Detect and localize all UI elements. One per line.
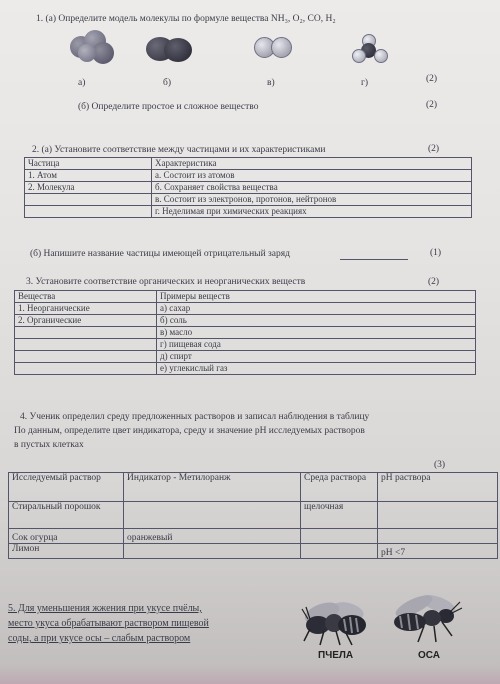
q2-cell	[25, 194, 152, 206]
table-row	[9, 544, 498, 559]
q2-table	[24, 157, 472, 218]
table-row	[9, 529, 498, 544]
label-c: в)	[267, 78, 275, 88]
table-row	[25, 170, 472, 182]
q2b-answer-line	[340, 259, 408, 260]
q4-cell	[378, 529, 498, 544]
q2a-points: (2)	[428, 144, 440, 154]
q4-header-solution: Исследуемый раствор	[9, 473, 124, 502]
q2-cell	[25, 206, 152, 218]
q3-cell	[15, 363, 157, 375]
label-b: б)	[163, 78, 171, 88]
q1a-text: 1. (а) Определите модель молекулы по формуле вещества NH₃, O₂, CO, H₂	[36, 14, 336, 24]
q3-cell: 2. Органические	[15, 315, 157, 327]
table-row	[15, 339, 476, 351]
q5-line2: место укуса обрабатывают раствором пищевой	[8, 618, 209, 629]
q3-cell	[15, 351, 157, 363]
q4-line1: 4. Ученик определил среду предложенных растворов и записал наблюдения в таблицу	[20, 412, 370, 422]
q5-line1: 5. Для уменьшения жжения при укусе пчёлы,	[8, 603, 202, 614]
table-row	[25, 206, 472, 218]
bee-icon	[300, 595, 372, 647]
q3-cell: д) спирт	[157, 351, 476, 363]
table-row	[15, 303, 476, 315]
molecule-model-b	[146, 37, 194, 63]
q4-line2: По данным, определите цвет индикатора, среду и значение pH исследуемых растворов	[14, 426, 365, 436]
table-row	[15, 315, 476, 327]
q3-cell	[15, 327, 157, 339]
q4-cell	[124, 502, 301, 529]
q4-cell	[301, 529, 378, 544]
q2a-text: 2. (а) Установите соответствие между частицами и их характеристиками	[32, 145, 326, 155]
q4-cell: Стиральный порошок	[9, 502, 124, 529]
q4-cell: pH <7	[378, 544, 498, 559]
q4-cell: щелочная	[301, 502, 378, 529]
q2-cell: б. Сохраняет свойства вещества	[152, 182, 472, 194]
q5-line3: соды, а при укусе осы – слабым раствором	[8, 633, 191, 644]
q1a-points: (2)	[426, 74, 438, 84]
q4-header-medium: Среда раствора	[301, 473, 378, 502]
q3-header-examples: Примеры веществ	[157, 291, 476, 303]
table-row	[15, 327, 476, 339]
wasp-icon	[384, 590, 464, 646]
label-a: а)	[78, 78, 86, 88]
table-row	[15, 351, 476, 363]
q2-cell: а. Состоит из атомов	[152, 170, 472, 182]
q2-cell: 2. Молекула	[25, 182, 152, 194]
q4-table	[8, 472, 498, 559]
label-d: г)	[361, 78, 369, 88]
q3-text: 3. Установите соответствие органических и неорганических веществ	[26, 277, 306, 287]
q2-header-characteristic: Характеристика	[152, 158, 472, 170]
q3-cell	[15, 339, 157, 351]
q3-cell: 1. Неорганические	[15, 303, 157, 315]
q4-cell: Сок огурца	[9, 529, 124, 544]
q3-cell: в) масло	[157, 327, 476, 339]
q2-cell: 1. Атом	[25, 170, 152, 182]
molecule-model-d	[352, 34, 392, 64]
q3-cell: г) пищевая сода	[157, 339, 476, 351]
q3-cell: е) углекислый газ	[157, 363, 476, 375]
q3-points: (2)	[428, 277, 440, 287]
q1b-points: (2)	[426, 100, 438, 110]
q1b-text: (б) Определите простое и сложное вещество	[78, 102, 259, 112]
q3-header-substances: Вещества	[15, 291, 157, 303]
photo-edge-shadow	[0, 666, 500, 684]
q2b-points: (1)	[430, 248, 442, 258]
q4-header-indicator: Индикатор - Метилоранж	[124, 473, 301, 502]
table-row	[15, 363, 476, 375]
q3-cell: б) соль	[157, 315, 476, 327]
q4-cell	[124, 544, 301, 559]
table-row	[25, 182, 472, 194]
q4-header-ph: pH раствора	[378, 473, 498, 502]
bee-label: ПЧЕЛА	[318, 650, 354, 661]
molecule-model-c	[254, 37, 294, 57]
q4-points: (3)	[434, 460, 446, 470]
q2-cell: в. Состоит из электронов, протонов, нейтронов	[152, 194, 472, 206]
q4-cell	[301, 544, 378, 559]
q2-cell: г. Неделимая при химических реакциях	[152, 206, 472, 218]
q2b-text: (б) Напишите название частицы имеющей отрицательный заряд	[30, 249, 290, 259]
q3-table	[14, 290, 476, 375]
molecule-model-a	[70, 30, 120, 64]
q2-header-particle: Частица	[25, 158, 152, 170]
table-row	[9, 502, 498, 529]
q4-line3: в пустых клетках	[14, 440, 84, 450]
q4-cell	[378, 502, 498, 529]
q3-cell: а) сахар	[157, 303, 476, 315]
q4-cell: оранжевый	[124, 529, 301, 544]
q4-cell: Лимон	[9, 544, 124, 559]
table-row	[25, 194, 472, 206]
wasp-label: ОСА	[418, 650, 440, 661]
